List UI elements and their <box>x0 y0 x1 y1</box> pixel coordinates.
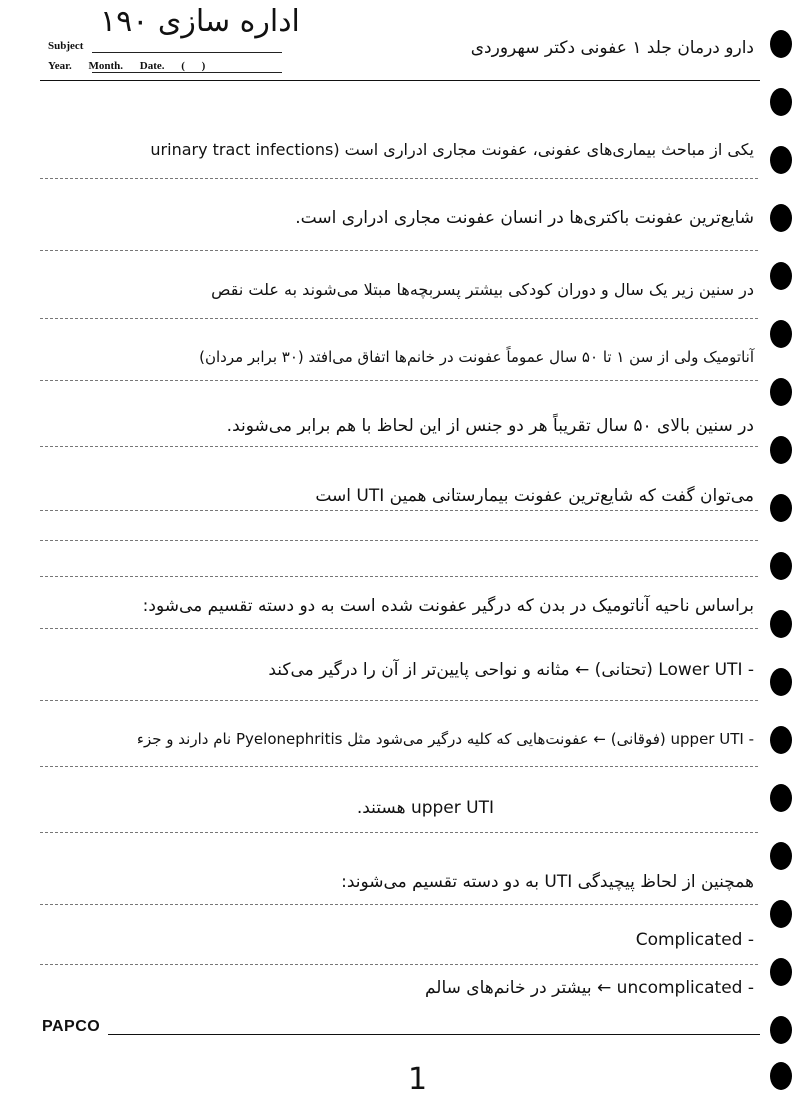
binding-hole-icon <box>770 958 792 986</box>
ruled-line <box>40 964 758 965</box>
header-rule <box>40 80 760 81</box>
ruled-line <box>40 628 758 629</box>
binding-hole-icon <box>770 88 792 116</box>
ruled-line <box>40 576 758 577</box>
binding-hole-icon <box>770 30 792 58</box>
ruled-line <box>40 766 758 767</box>
binding-hole-icon <box>770 262 792 290</box>
note-line: شایع‌ترین عفونت باکتری‌ها در انسان عفونت مجاری ادراری است. <box>295 208 754 228</box>
binding-hole-icon <box>770 320 792 348</box>
page-title: دارو درمان جلد ۱ عفونی دکتر سهروردی <box>470 38 754 58</box>
note-line: همچنین از لحاظ پیچیدگی UTI به دو دسته تقسیم می‌شوند: <box>341 872 754 892</box>
binding-hole-icon <box>770 494 792 522</box>
note-line: - uncomplicated ← بیشتر در خانم‌های سالم <box>424 978 754 998</box>
ruled-line <box>40 540 758 541</box>
binding-hole-icon <box>770 1062 792 1090</box>
ruled-line <box>40 700 758 701</box>
subject-underline <box>92 52 282 53</box>
binding-hole-icon <box>770 726 792 754</box>
note-line: در سنین بالای ۵۰ سال تقریباً هر دو جنس از این لحاظ با هم برابر می‌شوند. <box>226 416 754 436</box>
note-line: در سنین زیر یک سال و دوران کودکی بیشتر پسربچه‌ها مبتلا می‌شوند به علت نقص <box>211 280 754 299</box>
binding-hole-icon <box>770 900 792 928</box>
note-line: - Lower UTI (تحتانی) ← مثانه و نواحی پایین‌تر از آن را درگیر می‌کند <box>268 660 754 680</box>
date-label: Year. Month. Date. ( ) <box>48 60 206 72</box>
binding-hole-icon <box>770 204 792 232</box>
binding-hole-icon <box>770 146 792 174</box>
brand-logo: PAPCO <box>42 1018 101 1035</box>
note-line: براساس ناحیه آناتومیک در بدن که درگیر عفونت شده است به دو دسته تقسیم می‌شود: <box>142 596 754 616</box>
binding-hole-icon <box>770 552 792 580</box>
binding-hole-icon <box>770 784 792 812</box>
binding-hole-icon <box>770 668 792 696</box>
subject-label: Subject <box>48 40 84 52</box>
note-line: آناتومیک ولی از سن ۱ تا ۵۰ سال عموماً عفونت در خانم‌ها اتفاق می‌افتد (۳۰ برابر مردان) <box>199 348 754 366</box>
binding-hole-icon <box>770 1016 792 1044</box>
note-line: - Complicated <box>635 930 754 950</box>
subject-value: اداره سازی ۱۹۰ <box>100 4 300 39</box>
ruled-line <box>40 904 758 905</box>
binding-hole-icon <box>770 378 792 406</box>
binding-hole-icon <box>770 436 792 464</box>
note-line: upper UTI هستند. <box>356 798 494 818</box>
ruled-line <box>40 318 758 319</box>
ruled-line <box>40 832 758 833</box>
binding-hole-icon <box>770 610 792 638</box>
ruled-line <box>40 178 758 179</box>
note-line: - upper UTI (فوقانی) ← عفونت‌هایی که کلیه درگیر می‌شود مثل Pyelonephritis نام دارند و جزء <box>136 730 754 748</box>
ruled-line <box>40 380 758 381</box>
binding-hole-icon <box>770 842 792 870</box>
date-underline <box>92 72 282 73</box>
note-line: می‌توان گفت که شایع‌ترین عفونت بیمارستانی همین UTI است <box>315 486 754 506</box>
ruled-line <box>40 446 758 447</box>
footer-rule <box>108 1034 760 1035</box>
ruled-line <box>40 510 758 511</box>
note-line: یکی از مباحث بیماری‌های عفونی، عفونت مجاری ادراری است (urinary tract infections <box>150 140 754 159</box>
page-number: 1 <box>408 1062 428 1097</box>
ruled-line <box>40 250 758 251</box>
